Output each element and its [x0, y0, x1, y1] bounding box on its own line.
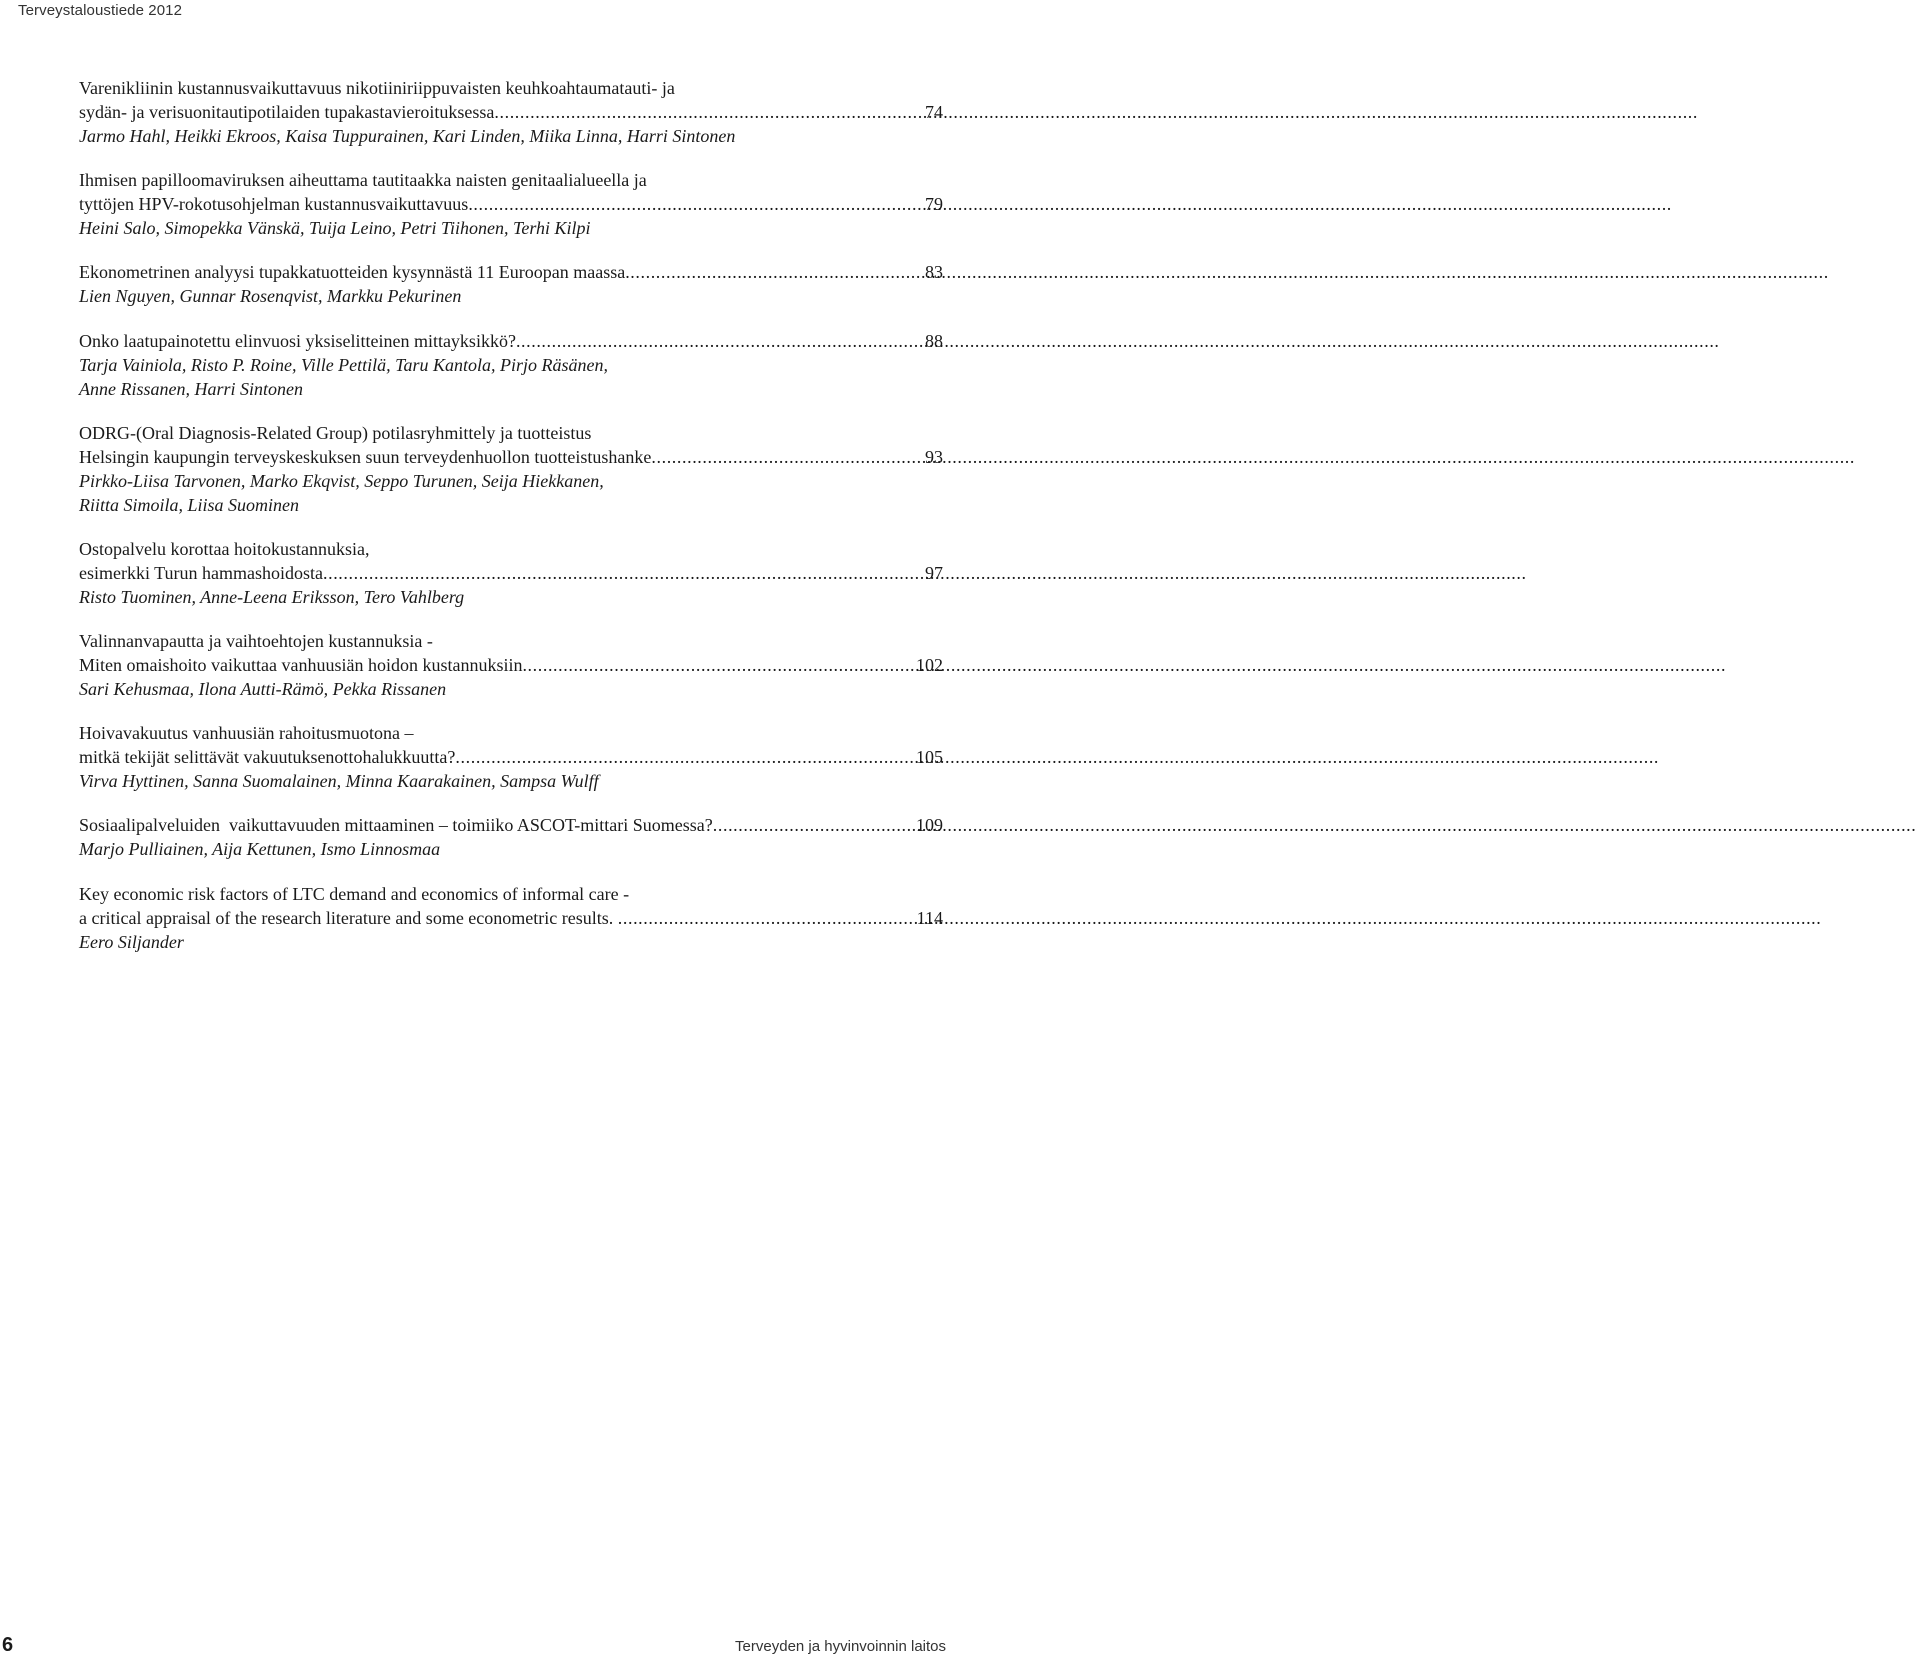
- toc-entry-title: Valinnanvapautta ja vaihtoehtojen kustannuksia -: [79, 631, 433, 651]
- toc-entry-title: Sosiaalipalveluiden vaikuttavuuden mittaaminen – toimiiko ASCOT-mittari Suomessa?: [79, 815, 713, 835]
- dot-leader: [625, 260, 924, 284]
- toc-entry-authors: Eero Siljander: [79, 932, 184, 952]
- toc-entry-title-last-line[interactable]: [79, 561, 943, 585]
- dot-leader: [516, 329, 924, 353]
- toc-entry-title-last-line[interactable]: [79, 906, 943, 930]
- toc-entry-title: sydän- ja verisuonitautipotilaiden tupakastavieroituksessa: [79, 102, 495, 122]
- toc-page-number[interactable]: 105: [916, 747, 943, 767]
- toc-entry-title-last-line[interactable]: [79, 745, 943, 769]
- toc-entry: [79, 168, 943, 240]
- toc-entry-title: Ekonometrinen analyysi tupakkatuotteiden kysynnästä 11 Euroopan maassa: [79, 262, 626, 282]
- toc-page-number[interactable]: 83: [925, 262, 943, 282]
- toc-entry-authors: Marjo Pulliainen, Aija Kettunen, Ismo Linnosmaa: [79, 839, 441, 859]
- toc-entry-title-last-line[interactable]: [79, 813, 943, 837]
- toc-entry: [79, 721, 943, 793]
- toc-entry-authors: Riitta Simoila, Liisa Suominen: [79, 495, 300, 515]
- toc-entry-title: Hoivavakuutus vanhuusiän rahoitusmuotona –: [79, 723, 414, 743]
- toc-entry-title: Ihmisen papilloomaviruksen aiheuttama tautitaakka naisten genitaalialueella ja: [79, 170, 647, 190]
- toc-entry: [79, 76, 943, 148]
- dot-leader: [651, 445, 924, 469]
- running-header: Terveystaloustiede 2012: [18, 2, 183, 19]
- toc-entry-title-last-line[interactable]: [79, 100, 943, 124]
- toc-entry-title-last-line[interactable]: [79, 260, 943, 284]
- toc-entry-authors: Pirkko-Liisa Tarvonen, Marko Ekqvist, Seppo Turunen, Seija Hiekkanen,: [79, 471, 604, 491]
- toc-entry-authors: Jarmo Hahl, Heikki Ekroos, Kaisa Tuppurainen, Kari Linden, Miika Linna, Harri Sintonen: [79, 126, 736, 146]
- footer-publisher: Terveyden ja hyvinvoinnin laitos: [735, 1638, 946, 1655]
- toc-entry-title: Miten omaishoito vaikuttaa vanhuusiän hoidon kustannuksiin: [79, 655, 523, 675]
- toc-entry-title: tyttöjen HPV-rokotusohjelman kustannusvaikuttavuus: [79, 194, 469, 214]
- toc-entry-title: Helsingin kaupungin terveyskeskuksen suun terveydenhuollon tuotteistushanke: [79, 447, 652, 467]
- toc-entry-title: ODRG-(Oral Diagnosis-Related Group) potilasryhmittely ja tuotteistus: [79, 423, 592, 443]
- toc-page-number[interactable]: 79: [925, 194, 943, 214]
- toc-entry-authors: Sari Kehusmaa, Ilona Autti-Rämö, Pekka Rissanen: [79, 679, 447, 699]
- toc-entry-authors: Tarja Vainiola, Risto P. Roine, Ville Pettilä, Taru Kantola, Pirjo Räsänen,: [79, 355, 609, 375]
- toc-entry: [79, 629, 943, 701]
- toc-entry-title: a critical appraisal of the research literature and some econometric results.: [79, 908, 618, 928]
- toc-entry-authors: Heini Salo, Simopekka Vänskä, Tuija Leino, Petri Tiihonen, Terhi Kilpi: [79, 218, 591, 238]
- footer-page-number: 6: [2, 1634, 14, 1656]
- toc-entry-title: Key economic risk factors of LTC demand and economics of informal care -: [79, 884, 630, 904]
- toc-entry-title-last-line[interactable]: [79, 445, 943, 469]
- dot-leader: [494, 100, 924, 124]
- toc-entry-authors: Virva Hyttinen, Sanna Suomalainen, Minna Kaarakainen, Sampsa Wulff: [79, 771, 599, 791]
- toc-entry-title-last-line[interactable]: [79, 329, 943, 353]
- toc-entry-title: Varenikliinin kustannusvaikuttavuus nikotiiniriippuvaisten keuhkoahtaumatauti- ja: [79, 78, 675, 98]
- toc-entry-title-last-line[interactable]: [79, 653, 943, 677]
- toc-entry-title-last-line[interactable]: [79, 192, 943, 216]
- toc-entry: [79, 260, 943, 308]
- dot-leader: [323, 561, 924, 585]
- toc-entry: [79, 882, 943, 954]
- toc-page-number[interactable]: 93: [925, 447, 943, 467]
- dot-leader: [455, 745, 915, 769]
- toc-entry-authors: Lien Nguyen, Gunnar Rosenqvist, Markku Pekurinen: [79, 286, 462, 306]
- toc-entry-title: mitkä tekijät selittävät vakuutuksenottohalukkuutta?: [79, 747, 456, 767]
- toc-entry: [79, 329, 943, 401]
- dot-leader: [618, 906, 916, 930]
- toc-page-number[interactable]: 114: [916, 908, 943, 928]
- toc-page-number[interactable]: 74: [925, 102, 943, 122]
- toc-page-number[interactable]: 102: [916, 655, 943, 675]
- toc-entry-authors: Risto Tuominen, Anne-Leena Eriksson, Tero Vahlberg: [79, 587, 465, 607]
- toc-entry-title: Ostopalvelu korottaa hoitokustannuksia,: [79, 539, 370, 559]
- toc-entry-title: Onko laatupainotettu elinvuosi yksiselitteinen mittayksikkö?: [79, 331, 516, 351]
- toc-entry: [79, 813, 943, 861]
- toc-page-number[interactable]: 109: [916, 815, 943, 835]
- toc-entry: [79, 421, 943, 517]
- toc-page-number[interactable]: 88: [925, 331, 943, 351]
- toc-page-number[interactable]: 97: [925, 563, 943, 583]
- toc-entry-authors: Anne Rissanen, Harri Sintonen: [79, 379, 303, 399]
- dot-leader: [713, 813, 915, 837]
- dot-leader: [522, 653, 915, 677]
- dot-leader: [468, 192, 924, 216]
- toc-entry-title: esimerkki Turun hammashoidosta: [79, 563, 323, 583]
- toc-entry: [79, 537, 943, 609]
